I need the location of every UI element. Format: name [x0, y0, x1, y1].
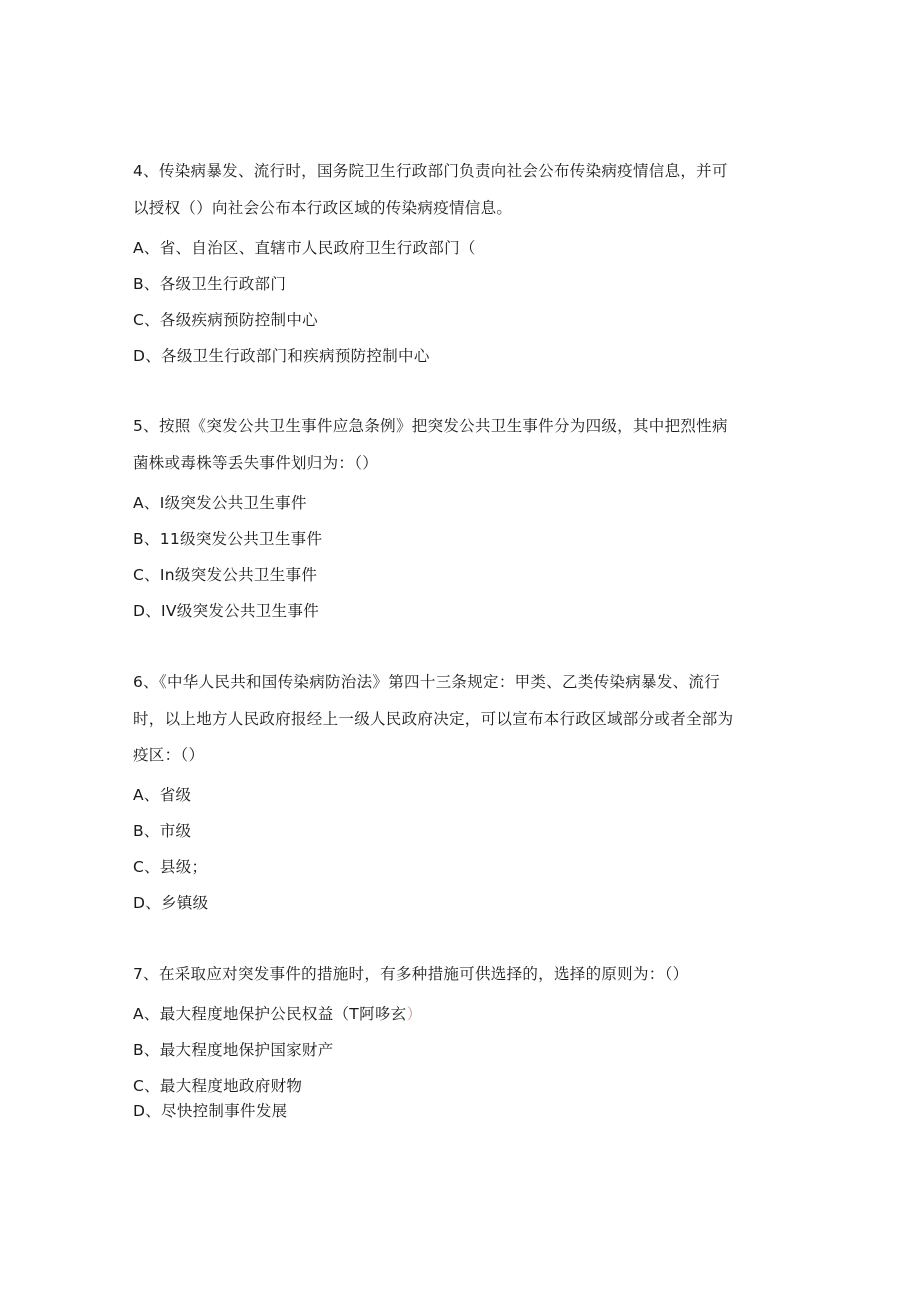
question-7-option-a	[133, 1004, 793, 1024]
question-5-line-1: 5、按照《突发公共卫生事件应急条例》把突发公共卫生事件分为四级，其中把烈性病	[133, 417, 728, 435]
question-7-option-a-text: A、最大程度地保护公民权益（T阿哆玄	[133, 1005, 407, 1023]
question-7-option-b: B、最大程度地保护国家财产	[133, 1041, 334, 1059]
question-6-line-1: 6、《中华人民共和国传染病防治法》第四十三条规定：甲类、乙类传染病暴发、流行	[133, 673, 721, 691]
question-5-option-a: A、I级突发公共卫生事件	[133, 494, 307, 512]
question-7-option-a-suffix: ）	[406, 1005, 423, 1023]
question-6-option-b: B、市级	[133, 822, 192, 840]
question-4-option-b: B、各级卫生行政部门	[133, 275, 287, 293]
question-6-option-d: D、乡镇级	[133, 894, 209, 912]
question-6-option-c: C、县级；	[133, 858, 208, 876]
question-4-line-2: 以授权（）向社会公布本行政区域的传染病疫情信息。	[133, 199, 513, 217]
question-4-line-1: 4、传染病暴发、流行时，国务院卫生行政部门负责向社会公布传染病疫情信息，并可	[133, 162, 728, 180]
question-4-option-c: C、各级疾病预防控制中心	[133, 311, 318, 329]
question-6-option-a: A、省级	[133, 786, 192, 804]
question-4-option-a: A、省、自治区、直辖市人民政府卫生行政部门（	[133, 239, 476, 257]
question-7-option-d: D、尽快控制事件发展	[133, 1102, 288, 1120]
question-4-option-d: D、各级卫生行政部门和疾病预防控制中心	[133, 347, 430, 365]
question-7-option-c: C、最大程度地政府财物	[133, 1077, 303, 1095]
question-6-line-2: 时，以上地方人民政府报经上一级人民政府决定，可以宣布本行政区域部分或者全部为	[133, 710, 734, 728]
question-6-line-3: 疫区：（）	[133, 746, 205, 764]
question-5-line-2: 菌株或毒株等丢失事件划归为：（）	[133, 454, 379, 472]
question-5-option-c: C、In级突发公共卫生事件	[133, 566, 318, 584]
question-5-option-d: D、IV级突发公共卫生事件	[133, 602, 320, 620]
question-7-line-1: 7、在采取应对突发事件的措施时，有多种措施可供选择的，选择的原则为：（）	[133, 965, 689, 983]
question-5-option-b: B、11级突发公共卫生事件	[133, 530, 323, 548]
